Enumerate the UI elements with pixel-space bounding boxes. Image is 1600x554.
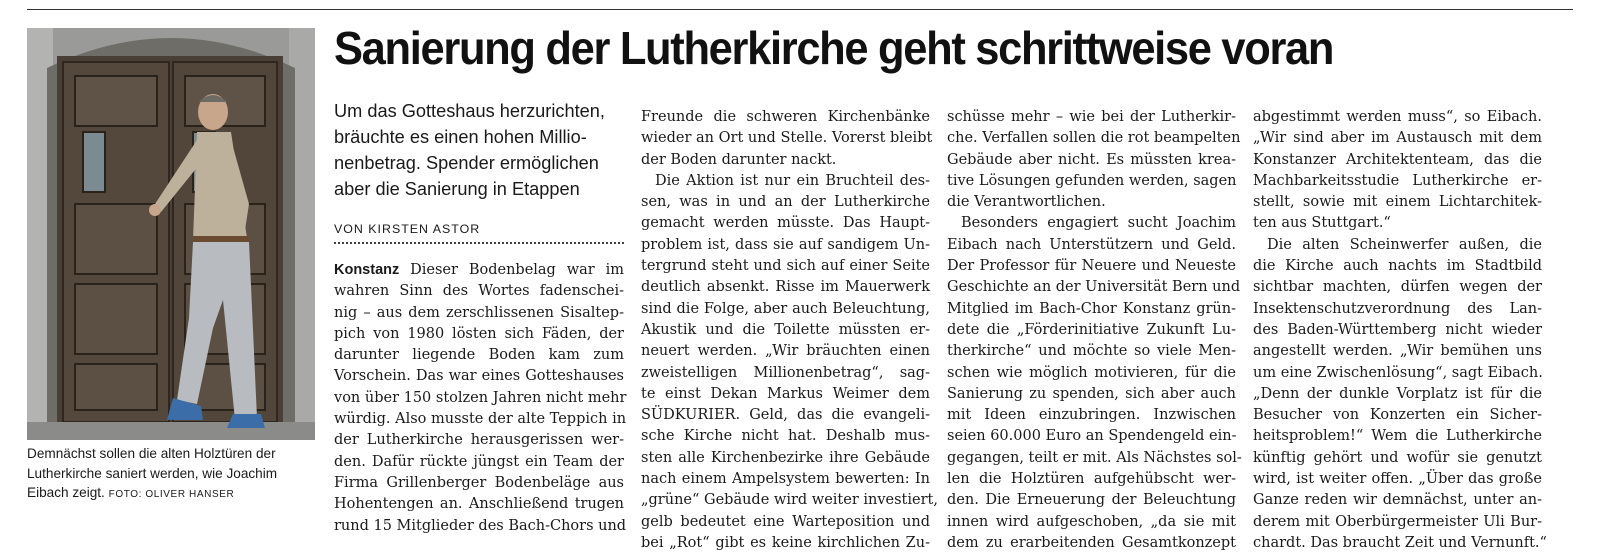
text-line: therkirche“ und möchte so viele Men- (947, 343, 1236, 360)
text-line: künftig gehört und wofür sie genutzt (1253, 449, 1542, 466)
article-column-3 (947, 107, 1242, 554)
text-line: Mitglied im Bach-Chor Konstanz grün- (947, 300, 1236, 317)
text-line: Eibach nach Unterstützern und Geld. (947, 236, 1236, 253)
text-line: sind die Folge, aber auch Beleuchtung, (641, 300, 930, 317)
text-line: heitsproblem!“ Wem die Lutherkirche (1253, 428, 1542, 445)
text-line: tergrund steht und sich auf einer Seite (641, 258, 930, 275)
text-line: bei „Rot“ gibt es keine kirchlichen Zu- (641, 534, 930, 551)
text-line: den. Dafür rückte jüngst ein Team der (334, 453, 624, 470)
text-line: seien 60.000 Euro an Spendengeld ein- (947, 428, 1237, 445)
text-line: wieder an Ort und Stelle. Vorerst bleibt (641, 130, 933, 147)
text-run: Dieser Bodenbelag war im (399, 262, 624, 278)
caption-text: Demnächst sollen die alten Holztüren der Lutherkirche saniert werden, wie Joachim Eibach zeigt. (27, 446, 278, 500)
text-line: der Lutherkirche herausgerissen wer- (334, 432, 624, 449)
text-line: von über 150 stolzen Jahren nicht mehr (334, 389, 627, 406)
text-line: Konstanzer Architektenteam, das die (1253, 151, 1542, 168)
text-line: len die Holztüren aufgehübscht wer- (947, 471, 1236, 488)
text-line: gelb bedeutet eine Warteposition und (641, 513, 930, 530)
text-line: „Denn der dunkle Vorplatz ist für die (1253, 385, 1542, 402)
text-line: Firma Grillenberger Bodenbeläge aus (334, 474, 624, 491)
text-line: der Boden darunter nackt. (641, 151, 837, 168)
text-line: wird, ist weiter offen. „Über das große (1253, 471, 1542, 488)
text-line: Gebäude aber nicht. Es müssten krea- (947, 151, 1236, 168)
text-line: Besonders engagiert sucht Joachim (961, 215, 1236, 232)
text-line: darunter liegende Boden kam zum (334, 347, 624, 364)
text-line: Die alten Scheinwerfer außen, die (1267, 236, 1542, 253)
text-line: dete die „Förderinitiative Zukunft Lu- (947, 321, 1236, 338)
text-line: die Kirche auch nachts im Stadtbild (1253, 258, 1542, 275)
text-line: des Baden-Württemberg nicht wieder (1253, 321, 1542, 338)
text-line: derem mit Oberbürgermeister Uli Bur- (1253, 513, 1542, 530)
photo-credit: FOTO: OLIVER HANSER (108, 489, 235, 500)
byline-divider (334, 242, 624, 244)
text-line: mit Ideen einzubringen. Inzwischen (947, 407, 1236, 424)
text-line: nach einem Ampelsystem bewerten: In (641, 471, 930, 488)
text-line: Besucher von Konzerten ein Sicher- (1253, 407, 1542, 424)
lead-paragraph (334, 98, 626, 202)
text-line: „Wir sind aber im Austausch mit dem (1253, 130, 1542, 147)
text-line: die Verantwortlichen. (947, 194, 1106, 211)
text-line: neuert werden. „Wir bräuchten einen (641, 343, 930, 360)
text-line: sichtbar machten, dürfen wegen der (1253, 279, 1542, 296)
text-line: ten aus Stuttgart.“ (1253, 215, 1391, 232)
text-line: Ganze reden wir demnächst, unter an- (1253, 492, 1542, 509)
article-column-1 (334, 260, 627, 537)
text-line: gemacht werden müsste. Das Haupt- (641, 215, 930, 232)
text-line: Machbarkeitsstudie Lutherkirche er- (1253, 172, 1542, 189)
text-line: den. Die Erneuerung der Beleuchtung (947, 492, 1236, 509)
text-line: zweistelligen Millionenbetrag“, sag- (641, 364, 930, 381)
text-line: chardt. Das braucht Zeit und Vernunft.“ (1253, 534, 1547, 551)
text-line: abgestimmt werden muss“, so Eibach. (1253, 109, 1542, 125)
text-line: che. Verfallen sollen die rot beampelten (947, 130, 1241, 147)
text-line: schen wie möglich motivieren, für die (947, 364, 1236, 381)
text-line: rund 15 Mitglieder des Bach-Chors und (334, 517, 627, 534)
text-line: SÜDKURIER. Geld, das die evangeli- (641, 407, 930, 424)
text-line: Geschichte an der Universität Bern und (947, 279, 1241, 296)
text-line: innen wird aufgeschoben, „da sie mit (947, 513, 1236, 530)
author-byline: VON KIRSTEN ASTOR (334, 222, 481, 236)
text-line: Freunde die schweren Kirchenbänke (641, 109, 930, 125)
article-column-4 (1253, 107, 1547, 554)
text-line: sche Kirche nicht hat. Deshalb mus- (641, 428, 930, 445)
text-line: dem zu erarbeitenden Gesamtkonzept (947, 534, 1236, 551)
text-line: Insektenschutzverordnung des Lan- (1253, 300, 1542, 317)
text-line: Vorschein. Das war eines Gotteshauses (334, 368, 624, 385)
text-line: wahren Sinn des Wortes fadenschei- (334, 283, 624, 300)
text-line: nig – aus dem zerschlissenen Sisaltep- (334, 304, 624, 321)
text-line: sten alle Kirchenbezirke ihre Gebäude (641, 449, 930, 466)
text-line: Akustik und die Toilette müssten er- (641, 321, 930, 338)
text-line: te einst Dekan Markus Weimer dem (641, 385, 930, 402)
text-line: stellt, sowie mit einem Lichtarchitek- (1253, 194, 1542, 211)
text-line: „grüne“ Gebäude wird weiter investiert, (641, 492, 938, 509)
text-line: angestellt werden. „Wir bemühen uns (1253, 343, 1542, 360)
top-rule (27, 9, 1573, 10)
text-line (334, 260, 624, 281)
text-line: um eine Zwischenlösung“, sagt Eibach. (1253, 364, 1543, 381)
article-photo (27, 28, 315, 440)
text-line: würdig. Also musste der alte Teppich in (334, 411, 627, 428)
photo-caption (27, 444, 319, 505)
text-line: gegangen, teilt er mit. Als Nächstes sol- (947, 449, 1242, 466)
text-line: deutlich absenkt. Risse im Mauerwerk (641, 279, 930, 296)
text-line: Der Professor für Neuere und Neueste (947, 258, 1236, 275)
lead-line: aber die Sanierung in Etappen (334, 179, 580, 199)
dateline: Konstanz (334, 262, 400, 278)
text-line: schüsse mehr – wie bei der Lutherkir- (947, 109, 1236, 125)
text-line: Hohentengen an. Anschließend trugen (334, 496, 624, 513)
headline: Sanierung der Lutherkirche geht schrittweise voran (334, 22, 1334, 74)
text-line: sen, was in und an der Lutherkirche (641, 194, 930, 211)
lead-line: Um das Gotteshaus herzurichten, (334, 101, 605, 121)
text-line: tive Lösungen gefunden werden, sagen (947, 172, 1237, 189)
lead-line: nenbetrag. Spender ermöglichen (334, 153, 599, 173)
text-line: pich von 1980 lösten sich Fäden, der (334, 325, 624, 342)
article-column-2 (641, 107, 938, 554)
lead-line: bräuchte es einen hohen Millio- (334, 127, 587, 147)
text-line: Sanierung zu spenden, sich aber auch (947, 385, 1236, 402)
text-line: problem ist, dass sie auf sandigem Un- (641, 236, 930, 253)
text-line: Die Aktion ist nur ein Bruchteil des- (655, 172, 930, 189)
